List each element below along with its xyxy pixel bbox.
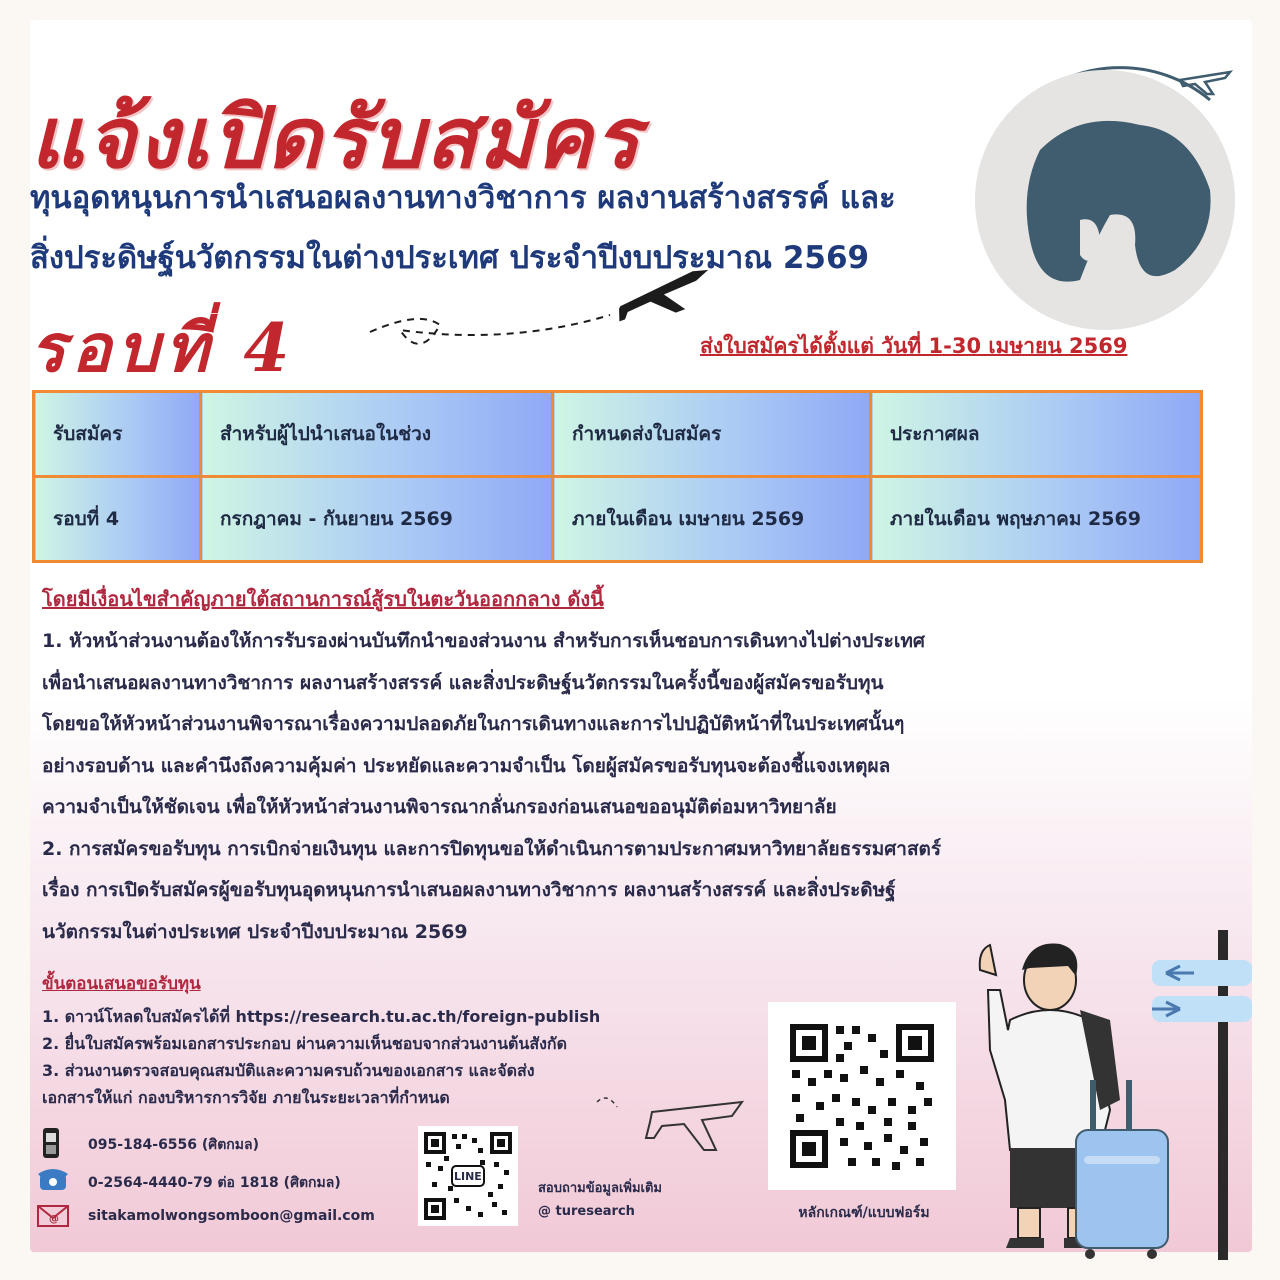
mobile-number: 095-184-6556 (ศิตกมล)	[88, 1137, 259, 1153]
condition-line: ความจำเป็นให้ชัดเจน เพื่อให้หัวหน้าส่วนงานพิจารณากลั่นกรองก่อนเสนอขออนุมัติต่อมหาวิทยาลัย	[42, 796, 837, 818]
outline-plane-icon	[592, 1072, 752, 1162]
step-line: เอกสารให้แก่ กองบริหารการวิจัย ภายในระยะเวลาที่กำหนด	[42, 1088, 450, 1107]
step-line: 2. ยื่นใบสมัครพร้อมเอกสารประกอบ ผ่านความเห็นชอบจากส่วนงานต้นสังกัด	[42, 1034, 567, 1053]
svg-text:@: @	[49, 1214, 59, 1225]
condition-line: เรื่อง การเปิดรับสมัครผู้ขอรับทุนอุดหนุนการนำเสนอผลงานทางวิชาการ ผลงานสร้างสรรค์ และสิ่งประดิษฐ์	[42, 879, 896, 901]
condition-line: นวัตกรรมในต่างประเทศ ประจำปีงบประมาณ 2569	[42, 920, 468, 943]
table-cell: กรกฎาคม - กันยายน 2569	[201, 477, 553, 562]
condition-line: 2. การสมัครขอรับทุน การเบิกจ่ายเงินทุน และการปิดทุนขอให้ดำเนินการตามประกาศมหาวิทยาลัยธรรมศาสตร์	[42, 837, 942, 860]
table-header-cell: ประกาศผล	[871, 392, 1202, 477]
form-qr-caption: หลักเกณฑ์/แบบฟอร์ม	[798, 1205, 930, 1221]
table-row	[34, 477, 1202, 562]
table-header-cell: รับสมัคร	[34, 392, 201, 477]
round-title: รอบที่ 4	[30, 309, 296, 387]
table-cell: ภายในเดือน เมษายน 2569	[553, 477, 871, 562]
table-header-row	[34, 392, 1202, 477]
email-icon	[36, 1200, 70, 1230]
step-line: 1. ดาวน์โหลดใบสมัครได้ที่ https://research.tu.ac.th/foreign-publish	[42, 1007, 601, 1026]
qr-pattern-icon	[768, 1002, 956, 1190]
deadline-text: ส่งใบสมัครได้ตั้งแต่ วันที่ 1-30 เมษายน 2569	[700, 334, 1128, 358]
email-address: sitakamolwongsomboon@gmail.com	[88, 1208, 375, 1224]
conditions-section	[42, 583, 1202, 953]
line-logo-label: LINE	[454, 1170, 482, 1183]
flight-path-decoration	[360, 270, 720, 360]
headline: แจ้งเปิดรับสมัคร	[30, 88, 642, 187]
table-cell: ภายในเดือน พฤษภาคม 2569	[871, 477, 1202, 562]
phone-number: 0-2564-4440-79 ต่อ 1818 (ศิตกมล)	[88, 1175, 341, 1191]
steps-heading: ขั้นตอนเสนอขอรับทุน	[42, 974, 201, 994]
small-plane-icon	[1175, 58, 1235, 98]
table-header-cell: สำหรับผู้ไปนำเสนอในช่วง	[201, 392, 553, 477]
condition-line: โดยขอให้หัวหน้าส่วนงานพิจารณาเรื่องความปลอดภัยในการเดินทางและการไปปฏิบัติหน้าที่ในประเทศนั้นๆ	[42, 713, 905, 735]
conditions-heading: โดยมีเงื่อนไขสำคัญภายใต้สถานการณ์สู้รบในตะวันออกกลาง ดังนี้	[42, 587, 604, 611]
condition-line: เพื่อนำเสนอผลงานทางวิชาการ ผลงานสร้างสรรค์ และสิ่งประดิษฐ์นวัตกรรมในครั้งนี้ของผู้สมัครขอรับทุน	[42, 671, 884, 694]
step-line: 3. ส่วนงานตรวจสอบคุณสมบัติและความครบถ้วนของเอกสาร และจัดส่ง	[42, 1061, 535, 1080]
line-qr-code[interactable]	[418, 1126, 518, 1226]
subtitle-line-2: สิ่งประดิษฐ์นวัตกรรมในต่างประเทศ ประจำปีงบประมาณ 2569	[30, 240, 870, 276]
line-info-text: สอบถามข้อมูลเพิ่มเติม	[538, 1181, 663, 1196]
mobile-phone-icon	[36, 1126, 66, 1160]
condition-line: 1. หัวหน้าส่วนงานต้องให้การรับรองผ่านบันทึกนำของส่วนงาน สำหรับการเห็นชอบการเดินทางไปต่างประเทศ	[42, 630, 925, 652]
airplane-icon	[612, 270, 718, 332]
subtitle-line-1: ทุนอุดหนุนการนำเสนอผลงานทางวิชาการ ผลงานสร้างสรรค์ และ	[30, 180, 896, 216]
table-cell: รอบที่ 4	[34, 477, 201, 562]
form-qr-code[interactable]	[768, 1002, 956, 1190]
table-header-cell: กำหนดส่งใบสมัคร	[553, 392, 871, 477]
schedule-table	[32, 390, 1203, 563]
telephone-icon	[36, 1164, 70, 1194]
traveler-illustration	[960, 930, 1170, 1260]
line-account: @ turesearch	[538, 1204, 635, 1219]
condition-line: อย่างรอบด้าน และคำนึงถึงความคุ้มค่า ประหยัดและความจำเป็น โดยผู้สมัครขอรับทุนจะต้องชี้แจงเหตุผล	[42, 754, 891, 777]
direction-sign-illustration	[1140, 930, 1260, 1260]
